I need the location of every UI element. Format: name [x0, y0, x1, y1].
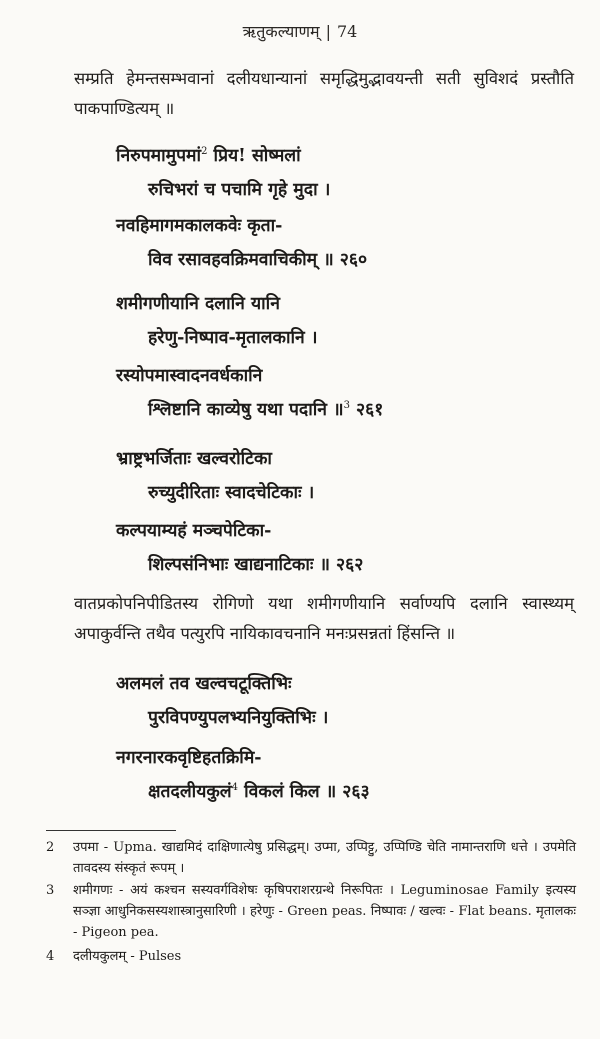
header-separator: |	[325, 22, 331, 41]
verse-line: नवहिमागमकालकवेः कृता-	[116, 216, 283, 236]
verse-line	[116, 775, 586, 809]
verse-line: रस्योपमास्वादनवर्धकानि	[116, 366, 263, 386]
footnote-marker: 4	[231, 782, 239, 794]
footnote-number: 3	[46, 883, 55, 898]
verse-line: पुरविपण्युपलभ्यनियुक्तिभिः ।	[148, 708, 329, 728]
verse-text: निरुपमामुपमां	[116, 146, 202, 166]
verse-text: श्लिष्टानि काव्येषु यथा पदानि ॥	[148, 400, 344, 420]
verse-line: शिल्पसंनिभाः खाद्यनाटिकाः ॥ २६२	[148, 555, 364, 575]
intro-paragraph: सम्प्रति हेमन्तसम्भवानां दलीयधान्यानां समृद्धिमुद्भावयन्ती सती सुविशदं प्रस्तौति पाकपाण्डित्यम् ॥	[74, 69, 574, 118]
header-page-number: 74	[336, 22, 358, 41]
verse-line: अलमलं तव खल्वचटूक्तिभिः	[116, 674, 292, 694]
verse-line: विव रसावहवक्रिमवाचिकीम् ॥ २६०	[148, 250, 368, 270]
footnote	[46, 837, 576, 879]
verse-line-pair	[116, 287, 586, 355]
footnote-text: शमीगणः - अयं कश्चन सस्यवर्गविशेषः कृषिपराशरग्रन्थे निरूपितः । Leguminosae Family इत्यस्य सञ्ज्ञा आधुनिकसस्यशास्त्रानुसारिणी । हरेणुः - Green peas. निष्पावः / खल्वः - Flat beans. मृतालकः - Pigeon pea.	[73, 883, 576, 940]
verse-line-pair	[116, 667, 586, 735]
verse-line: भ्राष्ट्रभर्जिताः खल्वरोटिका	[116, 449, 272, 469]
verse-line: कल्पयाम्यहं मञ्चपेटिका-	[116, 521, 272, 541]
verse-line-pair	[116, 209, 586, 277]
footnote-marker: 2	[201, 146, 208, 158]
verse-text: २६१	[349, 400, 384, 420]
footnote-marker: 3	[343, 400, 350, 412]
verse-line-pair	[116, 442, 586, 510]
verse-line: रुचिभरां च पचामि गृहे मुदा ।	[148, 180, 331, 200]
verse-line	[116, 139, 586, 173]
running-header	[0, 20, 600, 42]
verse-text: प्रिय! सोष्मलां	[207, 146, 301, 166]
verse-line-pair	[116, 514, 586, 582]
verse-line: नगरनारकवृष्टिहतक्रिमि-	[116, 748, 262, 768]
verse-line-pair	[116, 139, 586, 207]
commentary-paragraph: वातप्रकोपनिपीडितस्य रोगिणो यथा शमीगणीयानि सर्वाण्यपि दलानि स्वास्थ्यम् अपाकुर्वन्ति तथैव पत्युरपि नायिकावचनानि मनःप्रसन्नतां हिंसन्ति ॥	[74, 594, 574, 643]
verse-line-pair	[116, 359, 586, 427]
footnote-text: दलीयकुलम् - Pulses	[73, 949, 182, 964]
verse-line: शमीगणीयानि दलानि यानि	[116, 294, 280, 314]
verse-line: हरेणु-निष्पाव-मृतालकानि ।	[148, 328, 318, 348]
verse-line: रुच्युदीरिताः स्वादचेटिकाः ।	[148, 483, 315, 503]
footnote-divider	[46, 830, 176, 831]
footnote	[46, 880, 576, 943]
footnote-number: 4	[46, 949, 55, 964]
header-title: ऋतुकल्याणम्	[242, 22, 320, 41]
verse-line	[116, 393, 586, 427]
footnote	[46, 946, 576, 967]
footnote-number: 2	[46, 840, 55, 855]
footnote-text: उपमा - Upma. खाद्यमिदं दाक्षिणात्येषु प्रसिद्धम्। उप्मा, उप्पिट्टु, उप्पिण्डि चेति नामान्तराणि धत्ते । उपमेति तावदस्य संस्कृतं रूपम् ।	[73, 840, 576, 876]
verse-text: विकलं किल ॥ २६३	[238, 782, 370, 802]
verse-line-pair	[116, 741, 586, 809]
verse-text: क्षतदलीयकुलं	[148, 782, 232, 802]
